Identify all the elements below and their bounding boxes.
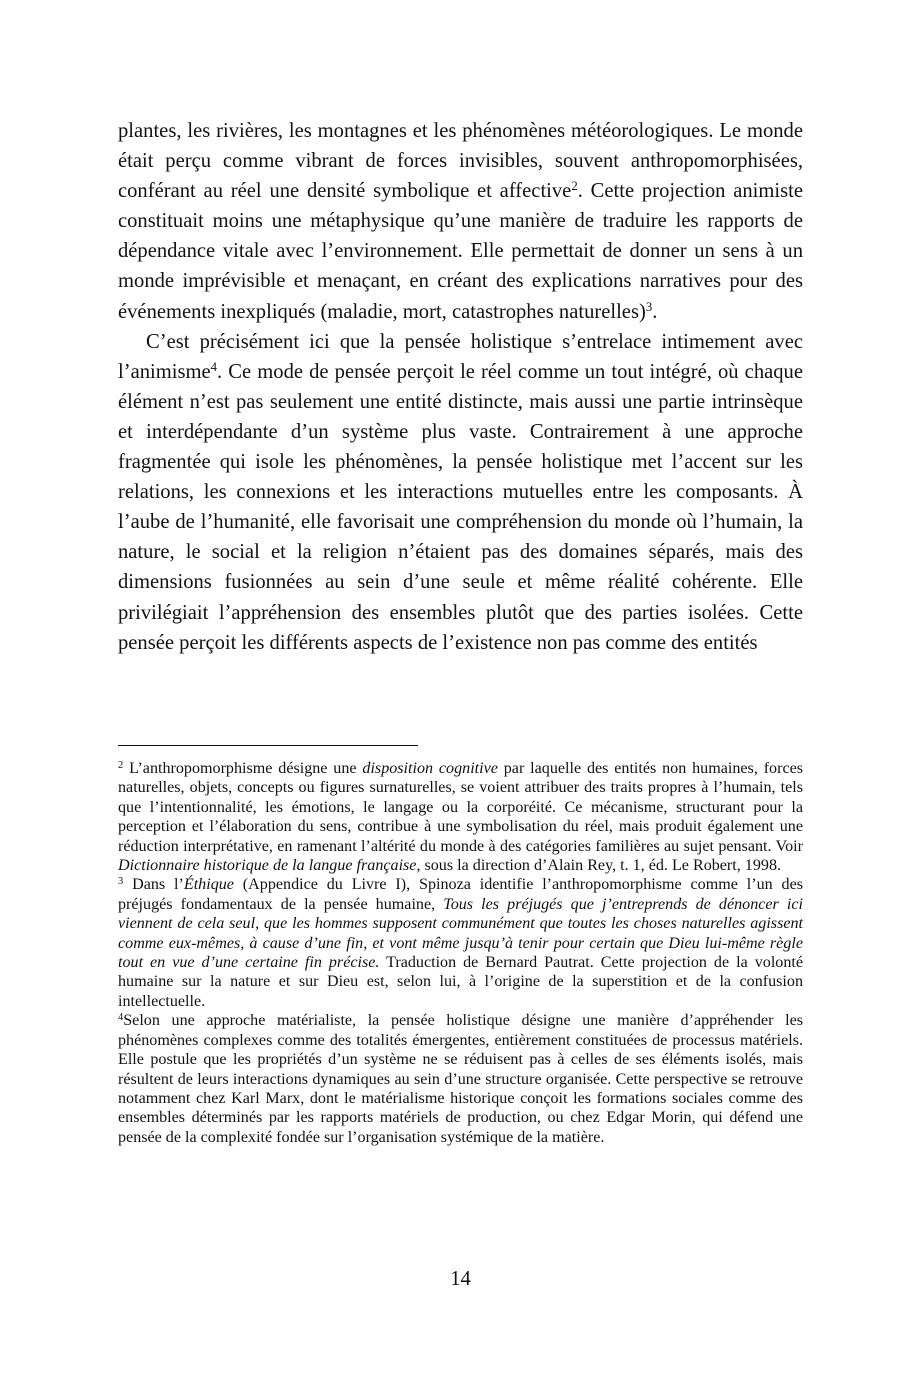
footnote-text: Selon une approche matérialiste, la pensée holistique désigne une manière d’appréhender les phénomènes complexes comme des totalités émergentes, entièrement constituées de processus matériels. Elle postule que les propriétés d’un système ne se réduisent pas à celles de ses éléments isolés, mais résultent de leurs interactions dynamiques au sein d’une structure organisée. Cette perspective se retrouve notamment chez Karl Marx, dont le matérialisme historique conçoit les formations sociales comme des ensembles déterminés par les rapports matériels de production, ou chez Edgar Morin, qui défend une pensée de la complexité fondée sur l’organisation systémique de la matière. xyxy=(118,1012,803,1146)
paragraph-text: . Ce mode de pensée perçoit le réel comme un tout intégré, où chaque élément n’est pas seulement une entité distincte, mais aussi une partie intrinsèque et interdépendante d’un système plus vaste. Contrairement à une approche fragmentée qui isole les phénomènes, la pensée holistique met l’accent sur les relations, les connexions et les interactions mutuelles entre les composants. À l’aube de l’humanité, elle favorisait une compréhension du monde où l’humain, la nature, le social et la religion n’étaient pas des domaines séparés, mais des dimensions fusionnées au sein d’une seule et même réalité cohérente. Elle privilégiait l’appréhension des ensembles plutôt que des parties isolées. Cette pensée perçoit les différents aspects de l’existence non pas comme des entités xyxy=(118,360,803,654)
footnotes xyxy=(118,759,803,1147)
footnote-ref[interactable]: 3 xyxy=(645,299,653,314)
paragraph-text: plantes, les rivières, les montagnes et les phénomènes météorologiques. Le monde était perçu comme vibrant de forces invisibles, souvent anthropomorphisées, conférant au réel une densité symbolique et affective xyxy=(118,120,803,203)
footnote-text: par laquelle des entités non humaines, forces naturelles, objets, concepts ou figures surnaturelles, se voient attribuer des traits propres à l’humain, tels que l’intentionnalité, les émotions, le langage ou la corporéité. Ce mécanisme, structurant pour la perception et l’élaboration du sens, contribue à une symbolisation du réel, mais produit également une réduction interprétative, en ramenant l’altérité du monde à des catégories familières au sujet pensant. Voir xyxy=(118,760,804,855)
footnote-italic: disposition cognitive xyxy=(362,760,498,777)
footnote-text: , sous la direction d’Alain Rey, t. 1, éd. Le Robert, 1998. xyxy=(416,857,782,875)
paragraph xyxy=(118,327,803,658)
paragraph-text: C’est précisément ici que la pensée holistique s’entrelace intimement avec l’animisme xyxy=(118,330,803,383)
paragraph-text: . xyxy=(652,300,658,323)
footnote-ref[interactable]: 4 xyxy=(210,359,218,374)
paragraph-text: . Cette projection animiste constituait moins une métaphysique qu’une manière de traduire les rapports de dépendance vitale avec l’environnement. Elle permettait de donner un sens à un monde imprévisible et menaçant, en créant des explications narratives pour des événements inexpliqués (maladie, mort, catastrophes naturelles) xyxy=(118,180,803,323)
footnote-4 xyxy=(118,1011,803,1147)
footnote-text: (Appendice du Livre I), Spinoza identifie l’anthropomorphisme comme l’un des préjugés fondamentaux de la pensée humaine, xyxy=(118,876,804,913)
quotation: Tous les préjugés que j’entreprends de dénoncer ici viennent de cela seul, que les hommes supposent communément que toutes les choses naturelles agissent comme eux-mêmes, à cause d’une fin, et vont même jusqu’à tenir pour certain que Dieu lui-même règle tout en vue d’une certaine fin précise. xyxy=(118,895,803,972)
footnote-number: 2 xyxy=(118,759,124,771)
page-number: 14 xyxy=(450,1268,471,1290)
book-title: Éthique xyxy=(183,876,234,894)
main-text xyxy=(118,116,803,658)
paragraph xyxy=(118,116,803,327)
footnote-text: L’anthropomorphisme désigne une xyxy=(123,760,363,777)
footnote-number: 3 xyxy=(118,876,124,888)
footnote-ref[interactable]: 2 xyxy=(571,179,578,194)
footnote-number: 4 xyxy=(118,1012,124,1024)
footnote-text: Traduction de Bernard Pautrat. Cette projection de la volonté humaine sur la nature et sur Dieu est, selon lui, à l’origine de la superstition et de la confusion intellectuelle. xyxy=(118,954,804,1010)
footnote-separator xyxy=(118,745,418,746)
footnote-text: Dans l’ xyxy=(123,876,184,894)
footnote-2 xyxy=(118,759,803,875)
book-title: Dictionnaire historique de la langue française xyxy=(118,857,417,875)
footnote-3 xyxy=(118,875,803,1011)
